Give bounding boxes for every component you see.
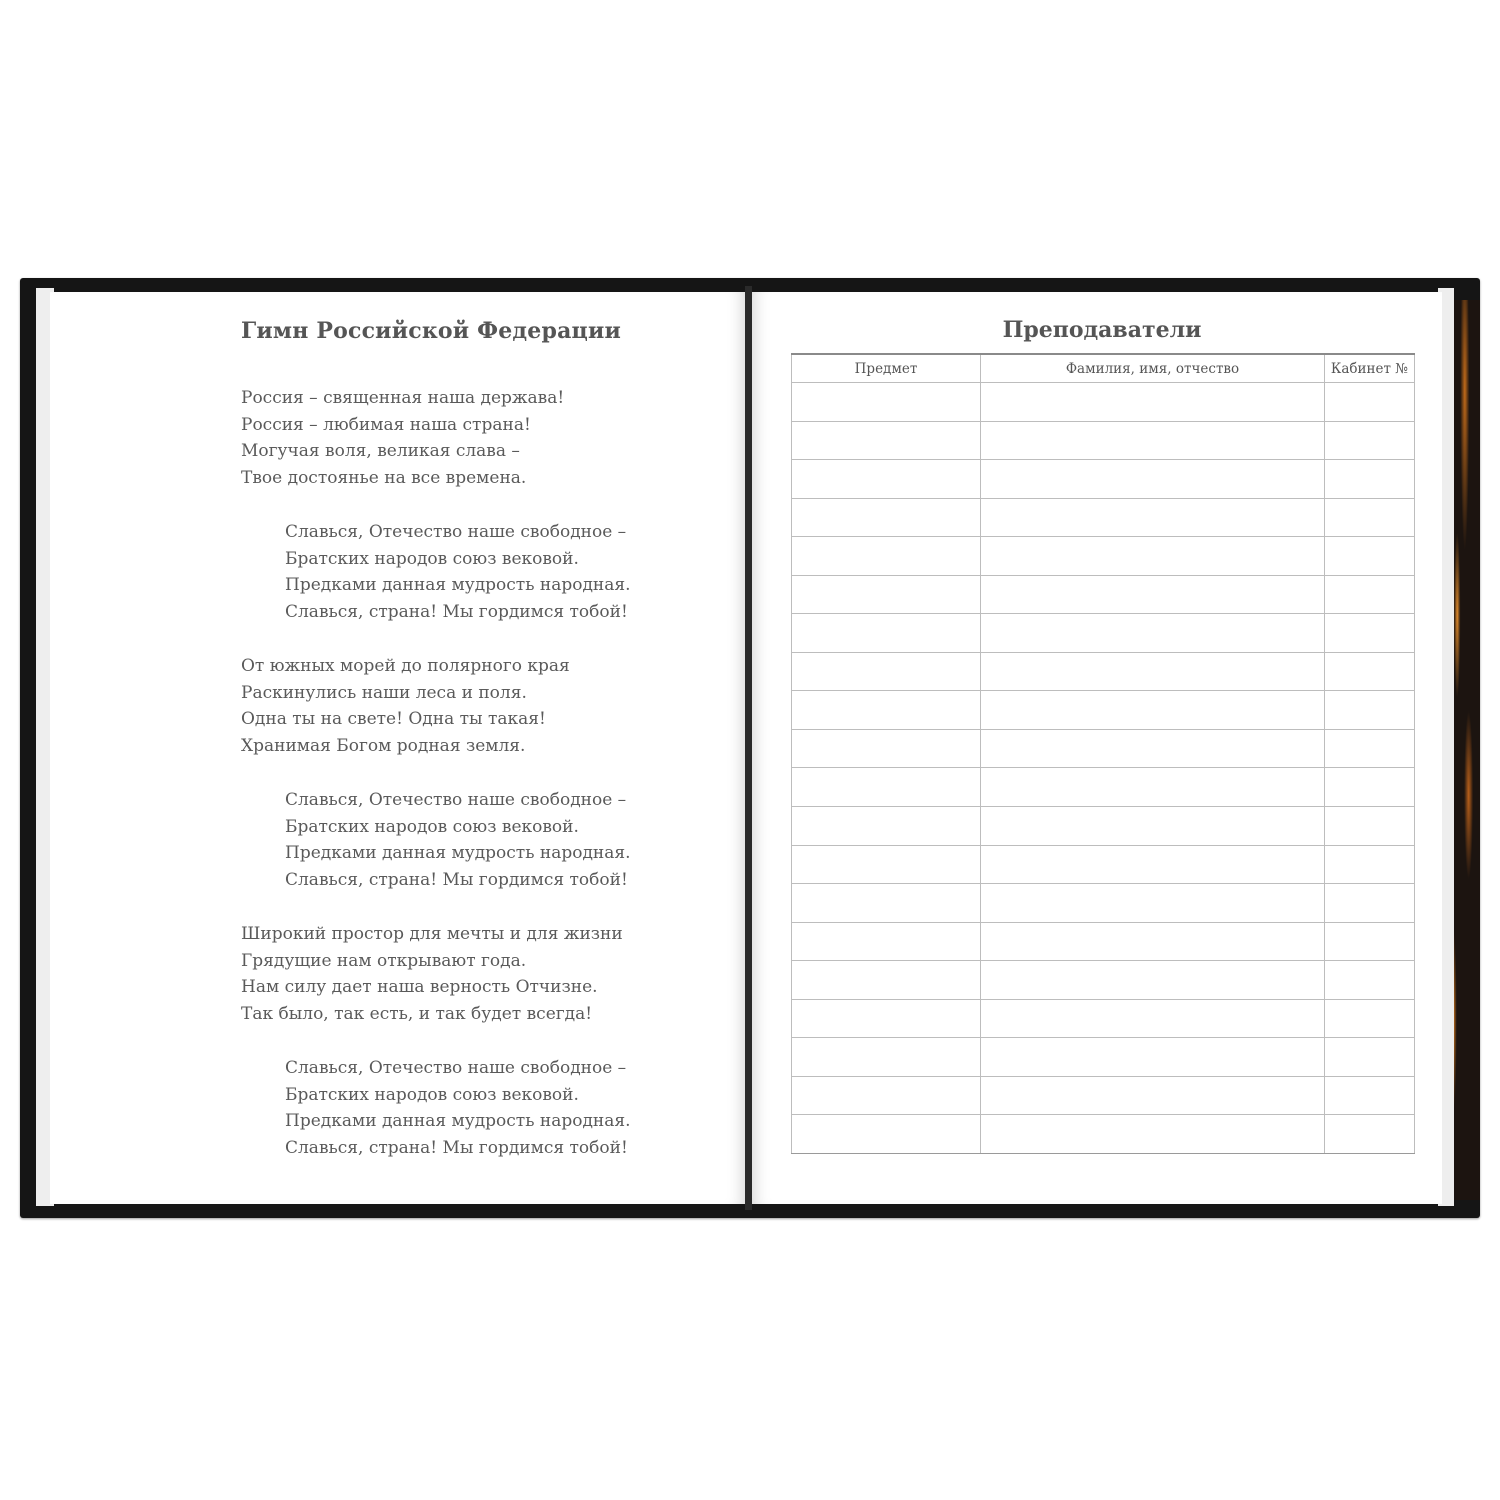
table-row: [792, 1076, 1415, 1115]
stanza-line: Славься, страна! Мы гордимся тобой!: [285, 602, 628, 623]
table-row: [792, 498, 1415, 537]
table-row: [792, 999, 1415, 1038]
table-row: [792, 614, 1415, 653]
room-cell[interactable]: [1325, 1076, 1415, 1115]
stanza-line: Широкий простор для мечты и для жизни: [241, 924, 623, 944]
room-cell[interactable]: [1325, 999, 1415, 1038]
room-cell[interactable]: [1325, 884, 1415, 923]
table-row: [792, 807, 1415, 846]
teachers-title: Преподаватели: [1002, 317, 1202, 343]
room-cell[interactable]: [1325, 691, 1415, 730]
full-name-cell[interactable]: [981, 691, 1325, 730]
subject-cell[interactable]: [792, 807, 981, 846]
stanza-line: Славься, Отечество наше свободное –: [285, 522, 627, 542]
room-cell[interactable]: [1325, 460, 1415, 499]
table-row: [792, 845, 1415, 884]
anthem-chorus: [285, 787, 631, 894]
full-name-cell[interactable]: [981, 460, 1325, 499]
room-cell[interactable]: [1325, 537, 1415, 576]
subject-cell[interactable]: [792, 768, 981, 807]
full-name-cell[interactable]: [981, 652, 1325, 691]
room-cell[interactable]: [1325, 652, 1415, 691]
full-name-cell[interactable]: [981, 768, 1325, 807]
full-name-cell[interactable]: [981, 999, 1325, 1038]
full-name-cell[interactable]: [981, 421, 1325, 460]
anthem-verse: [241, 653, 570, 760]
stanza-line: Россия – священная наша держава!: [241, 388, 565, 408]
teachers-table-body: [792, 383, 1415, 1154]
subject-cell[interactable]: [792, 691, 981, 730]
room-cell[interactable]: [1325, 1115, 1415, 1154]
table-header-row: [792, 354, 1415, 383]
room-cell[interactable]: [1325, 922, 1415, 961]
full-name-cell[interactable]: [981, 383, 1325, 422]
stanza-line: Предками данная мудрость народная.: [285, 843, 631, 864]
subject-cell[interactable]: [792, 961, 981, 1000]
full-name-cell[interactable]: [981, 614, 1325, 653]
table-row: [792, 1038, 1415, 1077]
subject-cell[interactable]: [792, 845, 981, 884]
room-cell[interactable]: [1325, 614, 1415, 653]
book-spine: [745, 286, 752, 1210]
full-name-cell[interactable]: [981, 729, 1325, 768]
table-row: [792, 884, 1415, 923]
anthem-verse: [241, 921, 623, 1028]
subject-cell[interactable]: [792, 421, 981, 460]
room-cell[interactable]: [1325, 1038, 1415, 1077]
anthem-title: Гимн Российской Федерации: [241, 318, 622, 344]
table-row: [792, 575, 1415, 614]
stanza-line: Одна ты на свете! Одна ты такая!: [241, 709, 546, 730]
room-cell[interactable]: [1325, 421, 1415, 460]
subject-cell[interactable]: [792, 498, 981, 537]
subject-cell[interactable]: [792, 614, 981, 653]
room-cell[interactable]: [1325, 845, 1415, 884]
stanza-line: Славься, Отечество наше свободное –: [285, 1058, 627, 1078]
full-name-cell[interactable]: [981, 922, 1325, 961]
stanza-line: Предками данная мудрость народная.: [285, 575, 631, 596]
table-row: [792, 729, 1415, 768]
stanza-line: Твое достоянье на все времена.: [241, 468, 527, 489]
full-name-cell[interactable]: [981, 961, 1325, 1000]
full-name-cell[interactable]: [981, 498, 1325, 537]
table-row: [792, 961, 1415, 1000]
subject-cell[interactable]: [792, 1115, 981, 1154]
stanza-line: Братских народов союз вековой.: [285, 1084, 579, 1105]
stanza-line: Братских народов союз вековой.: [285, 548, 579, 569]
column-header-full-name: Фамилия, имя, отчество: [981, 354, 1325, 383]
anthem-verse: [241, 385, 564, 492]
room-cell[interactable]: [1325, 498, 1415, 537]
room-cell[interactable]: [1325, 768, 1415, 807]
table-row: [792, 691, 1415, 730]
table-row: [792, 768, 1415, 807]
table-row: [792, 421, 1415, 460]
teachers-table: [791, 353, 1415, 1154]
full-name-cell[interactable]: [981, 1076, 1325, 1115]
room-cell[interactable]: [1325, 807, 1415, 846]
stanza-line: Хранимая Богом родная земля.: [241, 736, 526, 757]
full-name-cell[interactable]: [981, 537, 1325, 576]
column-header-subject: Предмет: [792, 354, 981, 383]
table-row: [792, 383, 1415, 422]
table-row: [792, 537, 1415, 576]
stanza-line: Россия – любимая наша страна!: [241, 414, 531, 435]
stanza-line: Славься, Отечество наше свободное –: [285, 790, 627, 810]
subject-cell[interactable]: [792, 1076, 981, 1115]
subject-cell[interactable]: [792, 729, 981, 768]
stanza-line: Раскинулись наши леса и поля.: [241, 682, 527, 703]
subject-cell[interactable]: [792, 884, 981, 923]
anthem-chorus: [285, 519, 631, 626]
subject-cell[interactable]: [792, 922, 981, 961]
table-row: [792, 922, 1415, 961]
subject-cell[interactable]: [792, 537, 981, 576]
subject-cell[interactable]: [792, 383, 981, 422]
subject-cell[interactable]: [792, 460, 981, 499]
stanza-line: Предками данная мудрость народная.: [285, 1111, 631, 1132]
stanza-line: Могучая воля, великая слава –: [241, 441, 520, 462]
stanza-line: От южных морей до полярного края: [241, 656, 570, 676]
stanza-line: Славься, страна! Мы гордимся тобой!: [285, 1138, 628, 1159]
stanza-line: Нам силу дает наша верность Отчизне.: [241, 977, 598, 998]
stanza-line: Славься, страна! Мы гордимся тобой!: [285, 870, 628, 891]
stanza-line: Так было, так есть, и так будет всегда!: [241, 1004, 593, 1025]
table-row: [792, 460, 1415, 499]
full-name-cell[interactable]: [981, 807, 1325, 846]
full-name-cell[interactable]: [981, 575, 1325, 614]
subject-cell[interactable]: [792, 575, 981, 614]
room-cell[interactable]: [1325, 729, 1415, 768]
table-row: [792, 652, 1415, 691]
full-name-cell[interactable]: [981, 884, 1325, 923]
column-header-room: Кабинет №: [1325, 354, 1415, 383]
subject-cell[interactable]: [792, 1038, 981, 1077]
subject-cell[interactable]: [792, 652, 981, 691]
full-name-cell[interactable]: [981, 1115, 1325, 1154]
full-name-cell[interactable]: [981, 1038, 1325, 1077]
full-name-cell[interactable]: [981, 845, 1325, 884]
room-cell[interactable]: [1325, 961, 1415, 1000]
room-cell[interactable]: [1325, 383, 1415, 422]
stanza-line: Грядущие нам открывают года.: [241, 950, 527, 971]
anthem-chorus: [285, 1055, 631, 1162]
subject-cell[interactable]: [792, 999, 981, 1038]
room-cell[interactable]: [1325, 575, 1415, 614]
table-row: [792, 1115, 1415, 1154]
stanza-line: Братских народов союз вековой.: [285, 816, 579, 837]
